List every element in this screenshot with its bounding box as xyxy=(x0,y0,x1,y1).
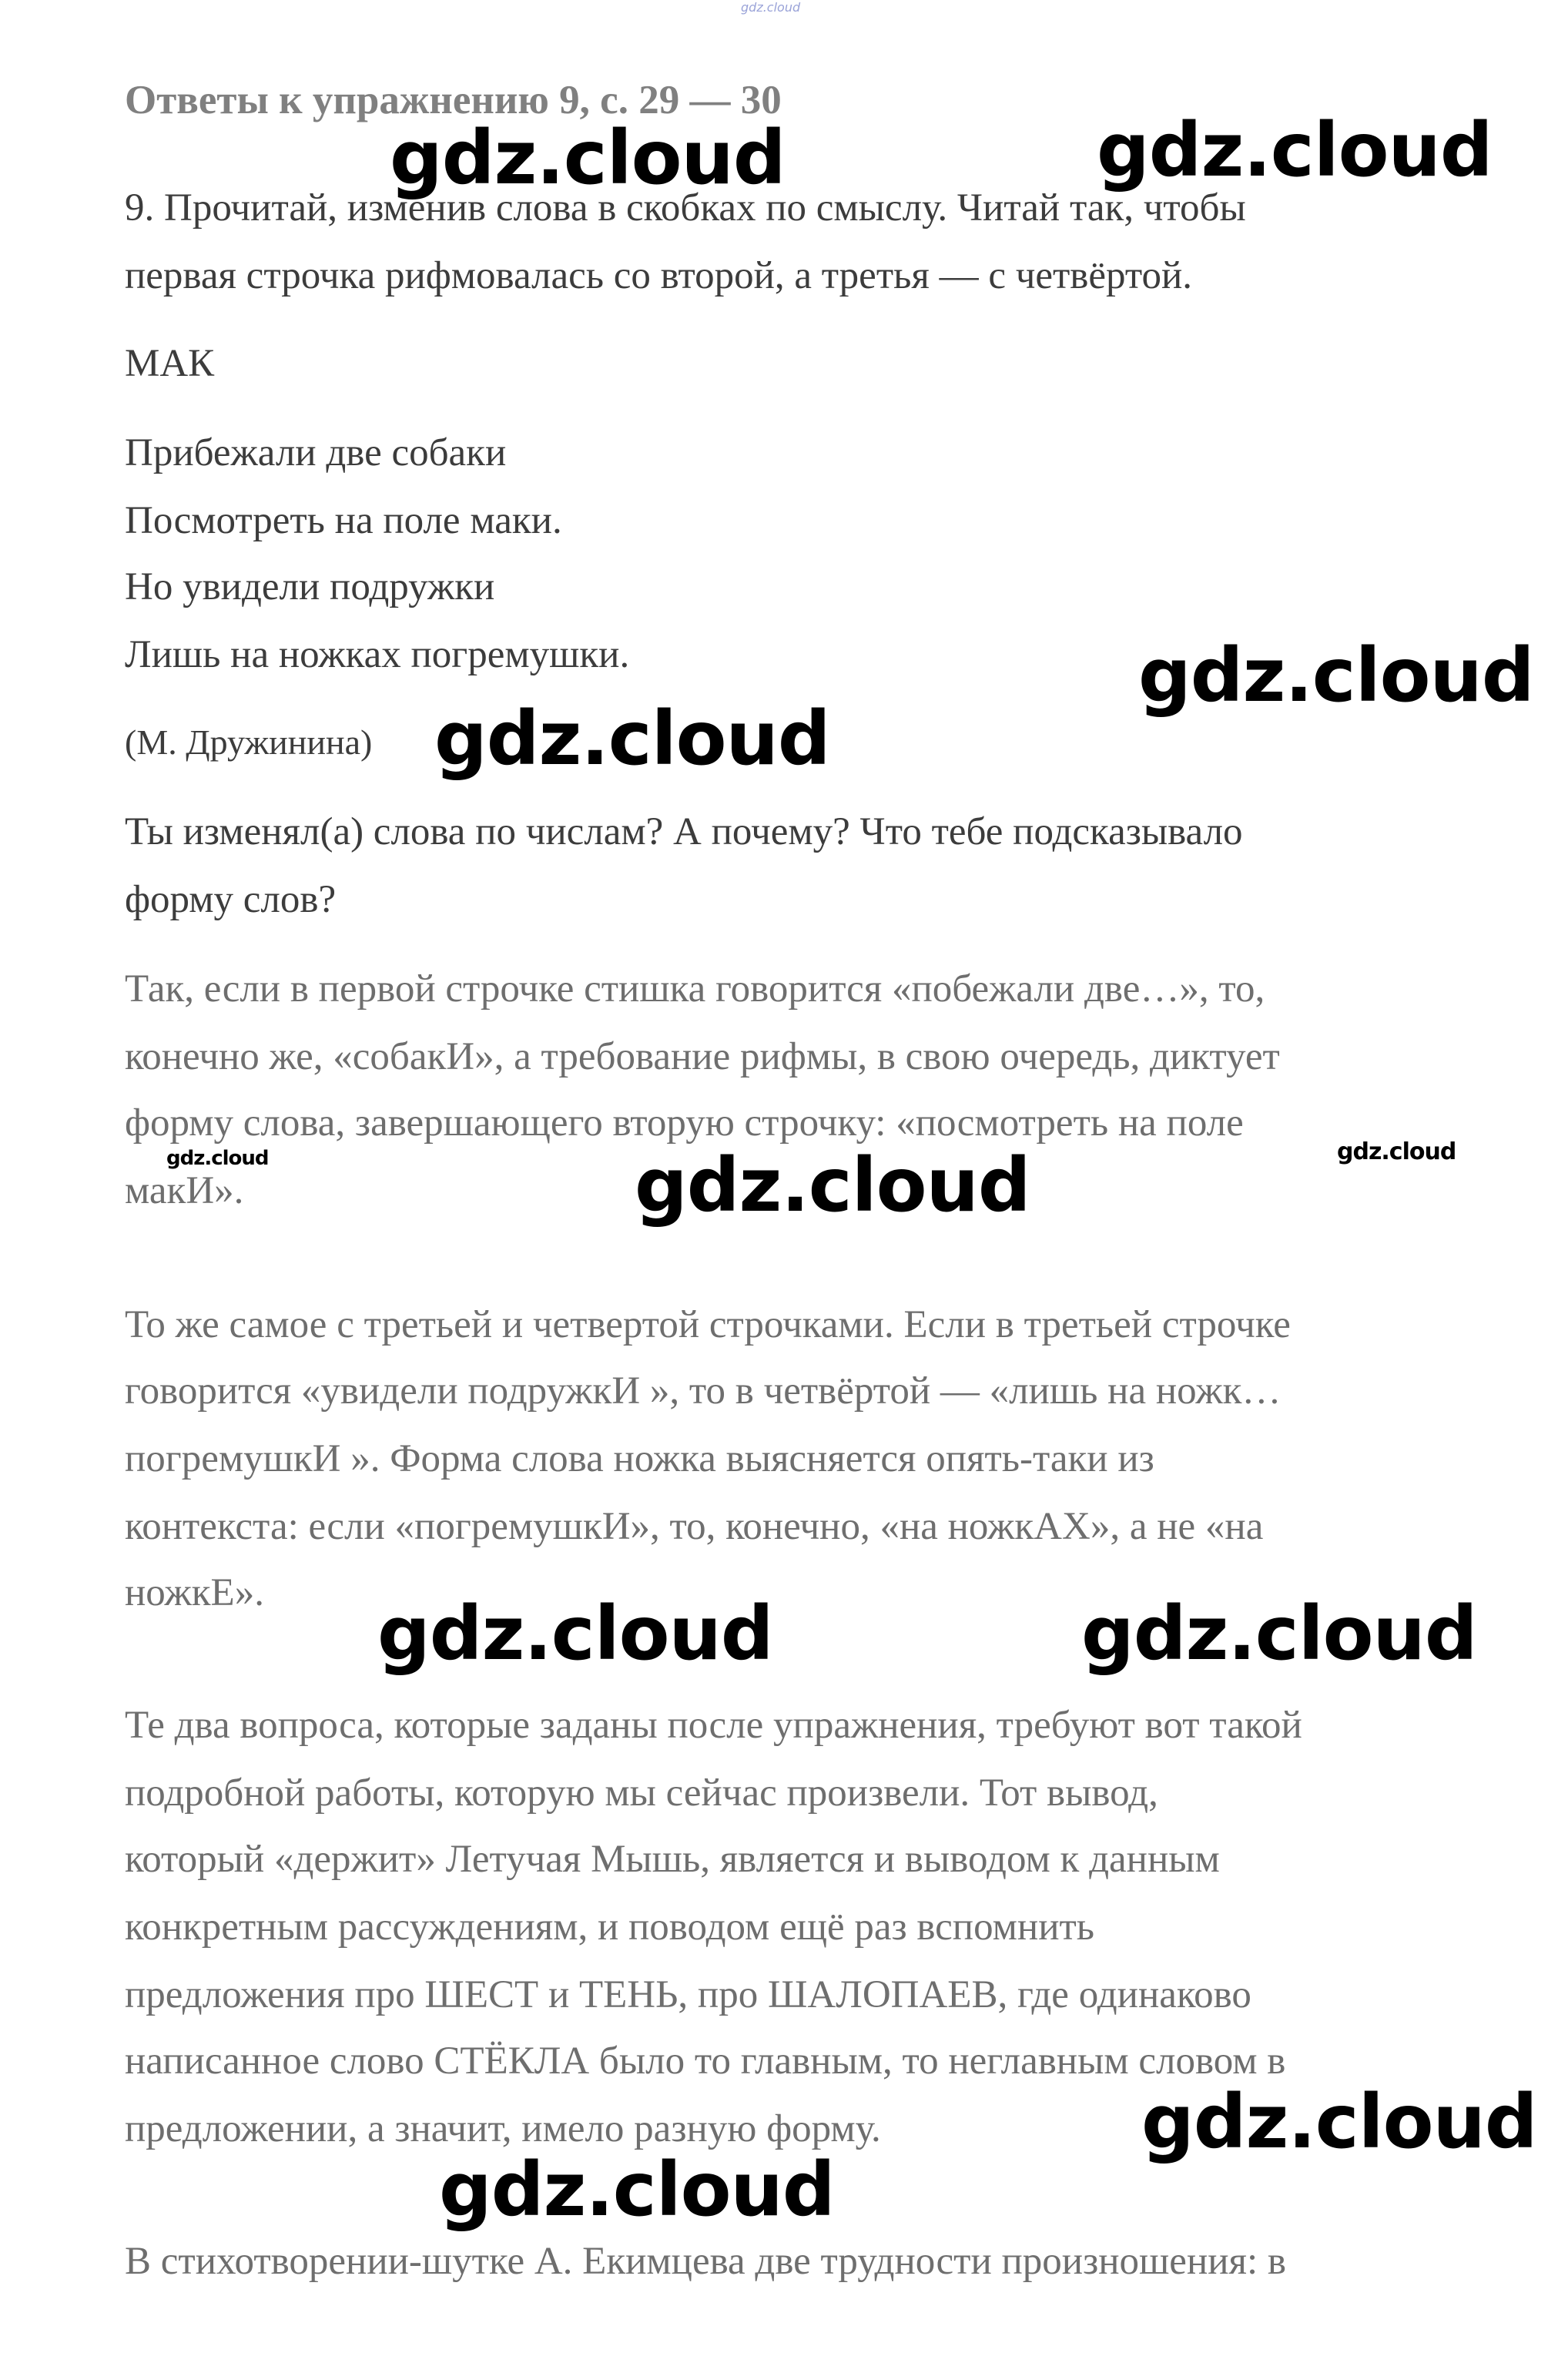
question-line-1: Ты изменял(а) слова по числам? А почему? Что тебе подсказывало xyxy=(125,810,1243,853)
watermark-9: gdz.cloud xyxy=(1081,1590,1477,1677)
watermark-8: gdz.cloud xyxy=(377,1590,773,1677)
watermark-2: gdz.cloud xyxy=(1097,107,1493,193)
poem-line-2: Посмотреть на поле маки. xyxy=(125,499,562,542)
watermark-10: gdz.cloud xyxy=(1141,2079,1537,2165)
answer-p3-line-1: Те два вопроса, которые заданы после упражнения, требуют вот такой xyxy=(125,1704,1302,1747)
answer-p2-line-3: погремушкИ ». Форма слова ножка выясняется опять-таки из xyxy=(125,1437,1154,1480)
answer-p2-line-2: говорится «увидели подружкИ », то в четвёртой — «лишь на ножк… xyxy=(125,1369,1282,1413)
answer-p1-line-1: Так, если в первой строчке стишка говорится «побежали две…», то, xyxy=(125,967,1265,1011)
poem-line-3: Но увидели подружки xyxy=(125,565,495,608)
poem-author: (М. Дружинина) xyxy=(125,722,373,762)
answer-p1-line-3: форму слова, завершающего вторую строчку: «посмотреть на поле xyxy=(125,1101,1244,1145)
answer-p3-line-2: подробной работы, которую мы сейчас произвели. Тот вывод, xyxy=(125,1771,1158,1815)
answer-p1-line-4: макИ». xyxy=(125,1169,244,1212)
answer-p2-line-5: ножкЕ». xyxy=(125,1571,264,1614)
answer-p4-line-1: В стихотворении-шутке А. Екимцева две трудности произношения: в xyxy=(125,2240,1286,2283)
poem-line-1: Прибежали две собаки xyxy=(125,431,507,474)
answer-p2-line-4: контекста: если «погремушкИ», то, конечно, «на ножкАХ», а не «на xyxy=(125,1505,1264,1548)
watermark-4: gdz.cloud xyxy=(434,695,830,782)
watermark-11: gdz.cloud xyxy=(439,2147,835,2233)
answer-p3-line-5: предложения про ШЕСТ и ТЕНЬ, про ШАЛОПАЕВ, где одинаково xyxy=(125,1973,1251,2016)
task-line-2: первая строчка рифмовалась со второй, а третья — с четвёртой. xyxy=(125,254,1192,297)
question-line-2: форму слов? xyxy=(125,878,337,921)
watermark-7: gdz.cloud xyxy=(1337,1138,1456,1165)
top-watermark: gdz.cloud xyxy=(741,0,801,15)
answer-p3-line-3: который «держит» Летучая Мышь, является и выводом к данным xyxy=(125,1838,1220,1881)
poem-line-4: Лишь на ножках погремушки. xyxy=(125,633,630,676)
watermark-1: gdz.cloud xyxy=(390,115,786,201)
watermark-6: gdz.cloud xyxy=(635,1142,1030,1228)
answer-p3-line-4: конкретным рассуждениям, и поводом ещё раз вспомнить xyxy=(125,1905,1095,1949)
poem-title: МАК xyxy=(125,342,215,385)
answer-p2-line-1: То же самое с третьей и четвертой строчками. Если в третьей строчке xyxy=(125,1303,1291,1346)
answer-p1-line-2: конечно же, «собакИ», а требование рифмы, в свою очередь, диктует xyxy=(125,1035,1280,1078)
answer-p3-line-6: написанное слово СТЁКЛА было то главным, то неглавным словом в xyxy=(125,2040,1286,2083)
answer-p3-line-7: предложении, а значит, имело разную форму. xyxy=(125,2107,881,2150)
watermark-3: gdz.cloud xyxy=(1138,632,1534,719)
watermark-5: gdz.cloud xyxy=(166,1147,269,1170)
task-line-1: 9. Прочитай, изменив слова в скобках по смыслу. Читай так, чтобы xyxy=(125,186,1246,230)
page-heading: Ответы к упражнению 9, с. 29 — 30 xyxy=(125,78,782,122)
